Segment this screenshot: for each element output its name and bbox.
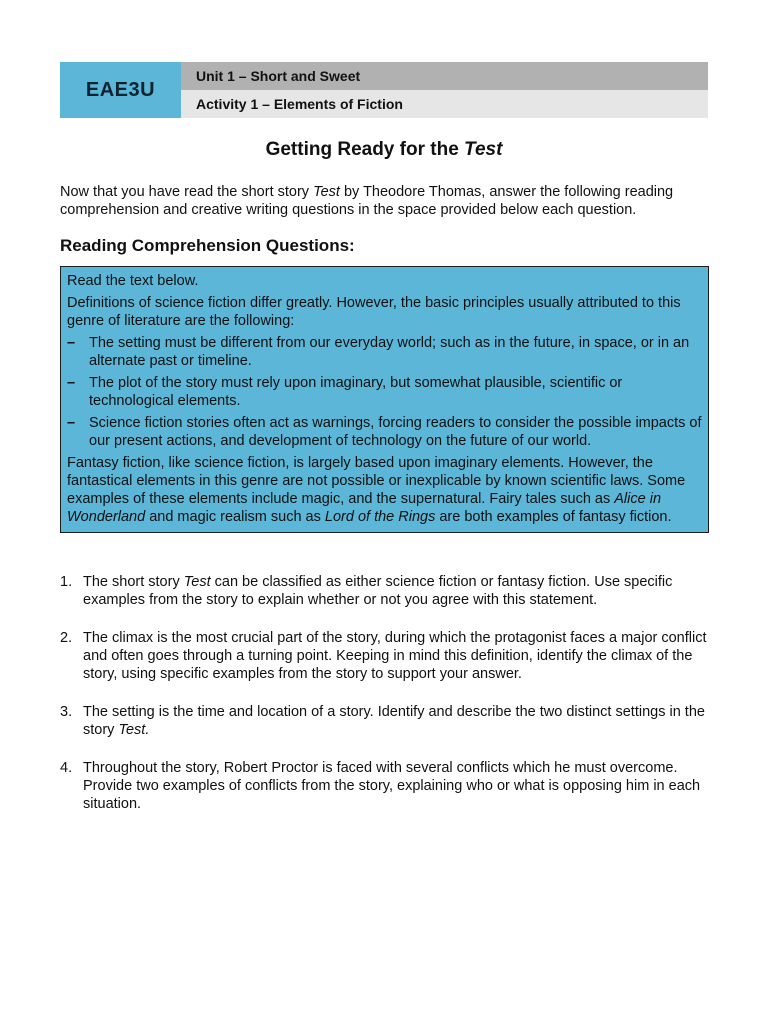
question-list	[60, 573, 708, 833]
intro-paragraph	[60, 183, 708, 219]
bullet-dash: –	[67, 335, 76, 351]
bullet-text: The setting must be different from our everyday world; such as in the future, in space, or in an alternate past or timeline.	[89, 335, 690, 369]
question-text: The climax is the most crucial part of the story, during which the protagonist faces a major conflict and often goes through a turning point. Keeping in mind this definition, identify the climax of the story, using specific examples from the story to support your answer.	[83, 630, 707, 682]
unit-activity-block	[181, 62, 708, 118]
question-number: 3.	[60, 704, 73, 720]
question-item	[60, 759, 708, 813]
section-heading: Reading Comprehension Questions:	[60, 236, 355, 255]
page-title	[0, 139, 768, 161]
intro-text-2: by Theodore Thomas, answer the following reading comprehension and creative writing questions in the space provided below each question.	[60, 184, 674, 218]
activity-title: Activity 1 – Elements of Fiction	[181, 90, 708, 118]
bullet-dash: –	[67, 415, 76, 431]
question-italic: Test.	[118, 722, 150, 738]
definitions-paragraph: Definitions of science fiction differ greatly. However, the basic principles usually attributed to this genre of literature are the following:	[67, 295, 681, 329]
principle-bullet	[67, 414, 702, 450]
question-text-1: The short story	[83, 574, 184, 590]
fantasy-paragraph	[67, 454, 702, 526]
question-item	[60, 629, 708, 683]
reading-passage-box	[60, 266, 709, 533]
document-header	[60, 62, 708, 118]
page-title-text: Getting Ready for the	[265, 139, 465, 160]
intro-italic: Test	[313, 184, 340, 200]
fantasy-italic-2: Lord of the Rings	[324, 509, 436, 525]
question-text	[83, 573, 708, 609]
fantasy-text-1: Fantasy fiction, like science fiction, is largely based upon imaginary elements. However, the fantastical elements in this genre are not possible or inexplicable by known scientific laws. Some examples of these elements include magic, and the supernatural. Fairy tales such as	[67, 455, 686, 507]
question-item	[60, 573, 708, 609]
question-text-1: The setting is the time and location of a story. Identify and describe the two distinct settings in the story	[83, 704, 705, 738]
reading-instruction: Read the text below.	[67, 273, 199, 289]
question-item	[60, 703, 708, 739]
question-number: 2.	[60, 630, 73, 646]
question-number: 1.	[60, 574, 73, 590]
page-title-italic: Test	[464, 139, 503, 160]
question-italic: Test	[183, 574, 211, 590]
bullet-dash: –	[67, 375, 76, 391]
question-text-2: can be classified as either science fiction or fantasy fiction. Use specific examples from the story to explain whether or not you agree with this statement.	[83, 574, 673, 608]
principle-bullet	[67, 334, 702, 370]
principle-bullet	[67, 374, 702, 410]
question-number: 4.	[60, 760, 73, 776]
unit-title: Unit 1 – Short and Sweet	[181, 62, 708, 90]
question-text	[83, 703, 708, 739]
fantasy-italic-1: Alice in Wonderland	[67, 491, 662, 525]
fantasy-text-3: are both examples of fantasy fiction.	[435, 509, 672, 525]
fantasy-text-2: and magic realism such as	[145, 509, 325, 525]
question-text: Throughout the story, Robert Proctor is faced with several conflicts which he must overcome. Provide two examples of conflicts from the story, explaining who or what is opposing him in each situation.	[83, 760, 701, 812]
course-code-badge: EAE3U	[60, 62, 181, 118]
intro-text-1: Now that you have read the short story	[60, 184, 314, 200]
bullet-text: The plot of the story must rely upon imaginary, but somewhat plausible, scientific or technological elements.	[89, 375, 623, 409]
bullet-text: Science fiction stories often act as warnings, forcing readers to consider the possible impacts of our present actions, and development of technology on the future of our world.	[89, 415, 702, 449]
